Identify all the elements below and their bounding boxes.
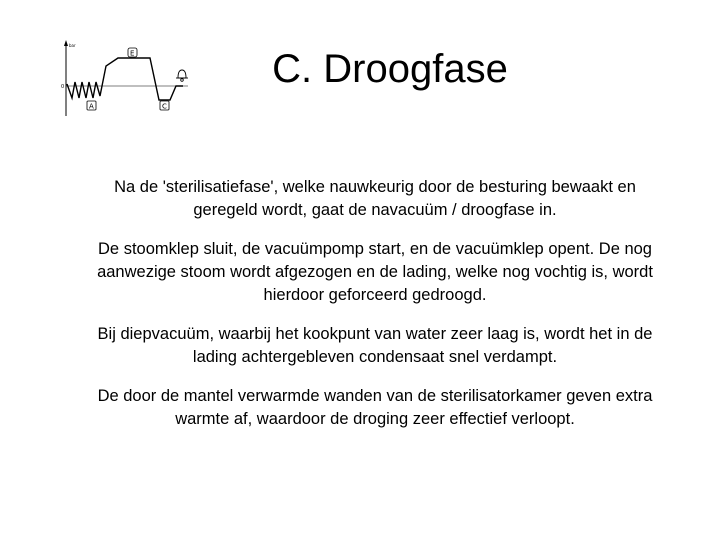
slide-body xyxy=(80,176,670,447)
paragraph-deep-vacuum: Bij diepvacuüm, waarbij het kookpunt van water zeer laag is, wordt het in de lading achtergebleven condensaat snel verdampt. xyxy=(97,325,653,366)
phase-e-label: E xyxy=(130,49,135,58)
y-axis-arrow xyxy=(64,40,68,46)
paragraph-steam-valve: De stoomklep sluit, de vacuümpomp start, en de vacuümklep opent. De nog aanwezige stoom wordt afgezogen en de lading, welke nog vochtig is, wordt hierdoor geforceerd gedroogd. xyxy=(97,240,653,304)
axis-zero-label: 0 xyxy=(61,84,65,90)
paragraph-sterilisation-phase: Na de 'sterilisatiefase', welke nauwkeurig door de besturing bewaakt en geregeld wordt, gaat de navacuüm / droogfase in. xyxy=(114,178,636,219)
process-curve xyxy=(67,58,183,100)
phase-c-label: C xyxy=(162,102,167,111)
phase-a-label: A xyxy=(89,102,94,111)
axis-top-label: bar xyxy=(69,43,76,48)
current-phase-marker-icon xyxy=(176,70,188,81)
paragraph-heated-walls: De door de mantel verwarmde wanden van de sterilisatorkamer geven extra warmte af, waardoor de droging zeer effectief verloopt. xyxy=(97,387,653,428)
process-phase-diagram xyxy=(58,38,193,118)
slide-title: C. Droogfase xyxy=(272,47,508,91)
